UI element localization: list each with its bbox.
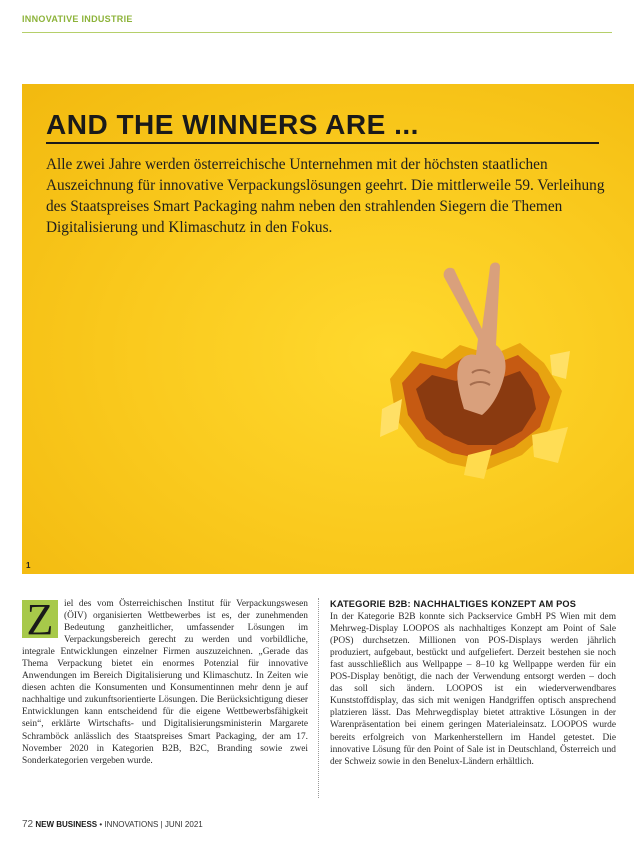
article-body-right: In der Kategorie B2B konnte sich Packservice GmbH PS Wien mit dem Mehrweg-Display LOOPOS als nachhaltiges Konzept am Point of Sale (POS) durchsetzen. Millionen von POS-Displays werden jährlich produziert, aufgebaut, bestückt und aufgeliefert. Derzeit bestehen sie noch fast ausschließlich aus Wellpappe – 8–10 kg Wellpappe werden für ein POS-Display benötigt, die nach der Verwendung entsorgt werden – doch das soll sich ändern. LOOPOS ist ein wiederverwendbares Kunststoffdisplay, das sich mit wenigen Handgriffen optisch ansprechend platzieren lässt. Das Mehrwegdisplay bietet attraktive Lösungen in der Warenpräsentation bei einem geringen Materialeinsatz. LOOPOS wurde bereits erfolgreich von Markenherstellern im Handel getestet. Die innovative Lösung für den Point of Sale ist in Deutschland, Österreich und der Schweiz sowie in den Benelux-Ländern erhältlich. <box>330 612 616 767</box>
page-title: AND THE WINNERS ARE ... <box>46 108 599 144</box>
dropcap: Z <box>22 600 58 638</box>
image-number: 1 <box>26 561 31 570</box>
footer-divider: | <box>160 820 163 829</box>
page-footer <box>22 819 203 830</box>
victory-hand-icon <box>372 259 572 479</box>
section-heading: KATEGORIE B2B: NACHHALTIGES KONZEPT AM POS <box>330 599 577 609</box>
hero-image <box>22 84 634 574</box>
footer-section: INNOVATIONS <box>104 820 159 829</box>
footer-separator: • <box>99 820 103 829</box>
page-number: 72 <box>22 819 34 830</box>
section-tag: INNOVATIVE INDUSTRIE <box>22 14 133 24</box>
article-column-right <box>330 598 616 768</box>
section-tag-rule <box>22 32 612 33</box>
article-column-left <box>22 595 308 767</box>
lead-paragraph: Alle zwei Jahre werden österreichische Unternehmen mit der höchsten staatlichen Auszeichnung für innovative Verpackungslösungen geehrt. Die mittlerweile 59. Verleihung des Staatspreises Smart Packaging nahm neben den strahlenden Siegern die Themen Digitalisierung und Klimaschutz in den Fokus. <box>46 156 605 236</box>
footer-brand: NEW BUSINESS <box>35 820 98 829</box>
footer-issue: JUNI 2021 <box>164 820 203 829</box>
article-body-left: iel des vom Österreichischen Institut für Verpackungswesen (ÖIV) organisierten Wettbewerbes ist es, der zunehmenden Bedeutung ganzheitlicher, umfassender Lösungen im Verpackungsbereich gerecht zu werden und vorbildliche, integrale Entwicklungen einzelner Firmen auszuzeichnen. „Gerade das Thema Verpackung bietet ein enormes Potenzial für innovative Anwendungen im Bereich Digitalisierung und Klimaschutz. In Zeiten wie diesen achten die Konsumenten und Konsumentinnen mehr denn je auf nachhaltige und zukunftsorientierte Lösungen. Die Berücksichtigung dieser Entwicklungen kann entscheidend für die eigene Wettbewerbsfähigkeit sein“, erklärte Wirtschafts- und Digitalisierungsministerin Margarete Schramböck anlässlich des Staatspreises Smart Packaging, der am 17. November 2020 in Kategorien B2B, B2C, Branding sowie zwei Sonderkategorien vergeben wurde. <box>22 599 308 766</box>
column-divider <box>318 598 319 798</box>
